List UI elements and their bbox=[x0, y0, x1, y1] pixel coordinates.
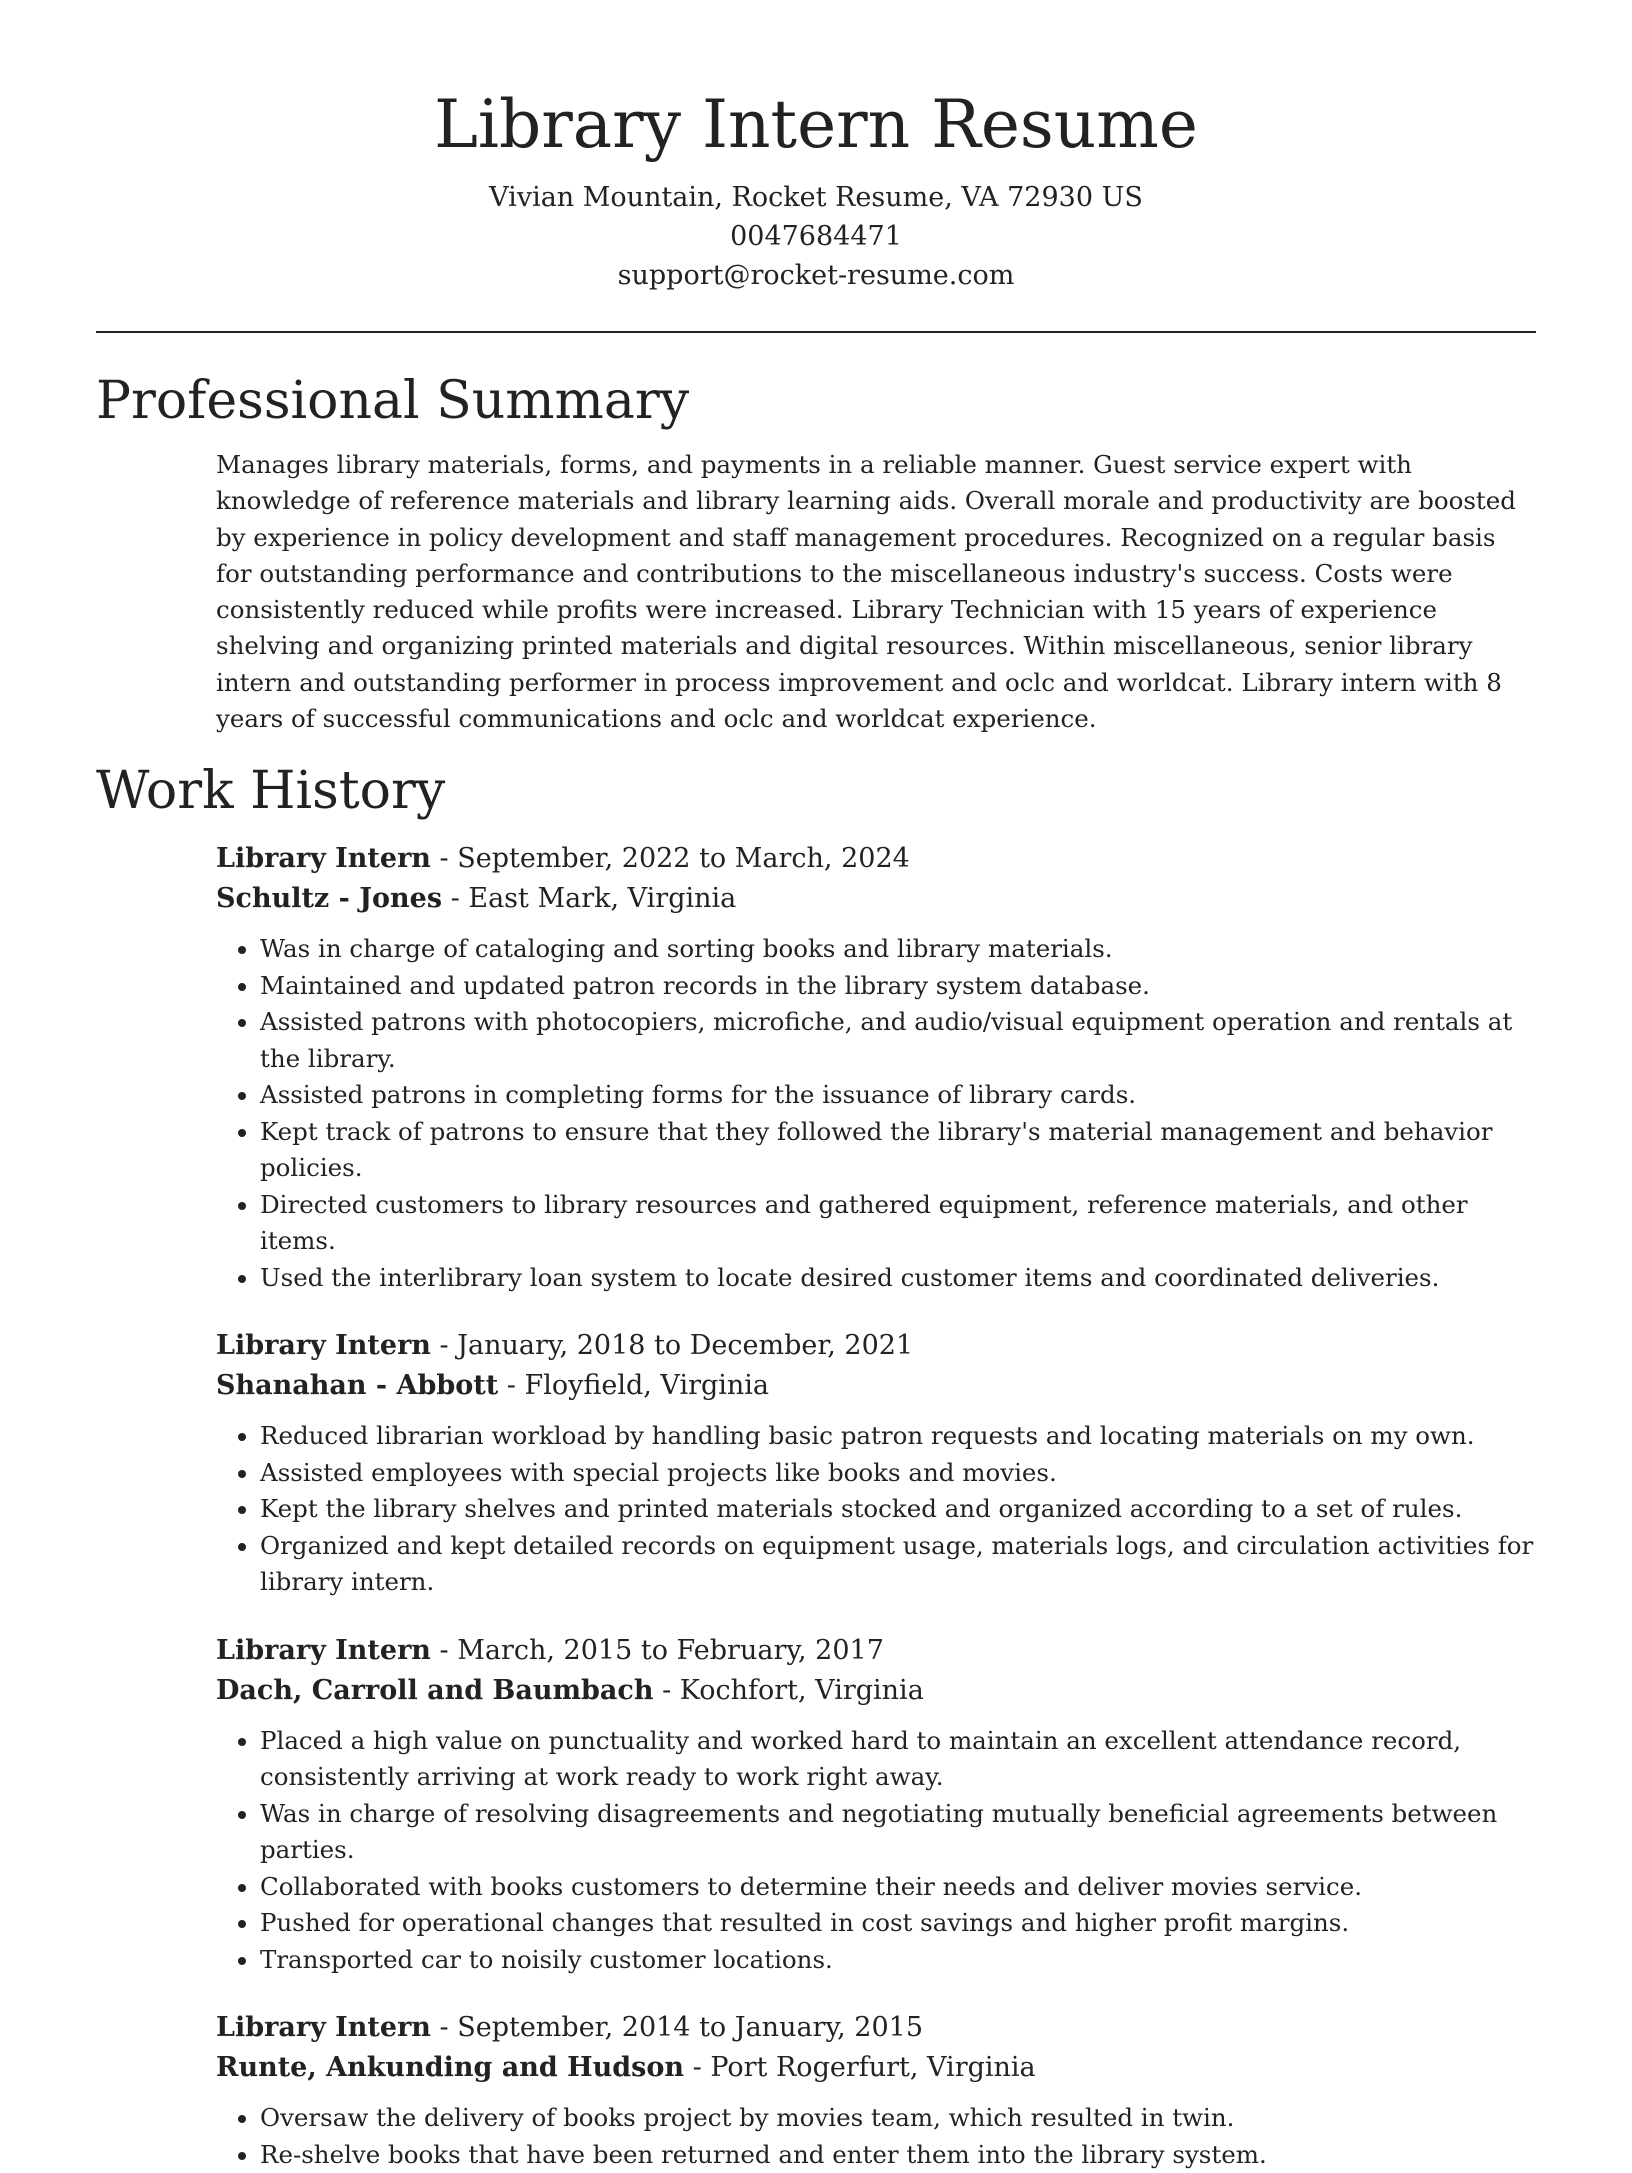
contact-email: support@rocket-resume.com bbox=[617, 260, 1015, 291]
job-location: Floyfield, Virginia bbox=[524, 1370, 770, 1402]
header-divider bbox=[96, 331, 1536, 333]
job-duties bbox=[216, 931, 1536, 1296]
job-title: Library Intern bbox=[216, 843, 431, 875]
job-company: Shanahan - Abbott bbox=[216, 1370, 499, 1402]
resume-header bbox=[96, 0, 1536, 295]
resume-title: Library Intern Resume bbox=[434, 86, 1198, 163]
job-company: Runte, Ankunding and Hudson bbox=[216, 2052, 685, 2084]
duty-item: • Pushed for operational changes that resulted in cost savings and higher profit margins. bbox=[260, 1905, 1536, 1942]
job-entry bbox=[216, 2008, 1536, 2173]
duty-item: • Used the interlibrary loan system to locate desired customer items and coordinated deliveries. bbox=[260, 1260, 1536, 1297]
job-company: Schultz - Jones bbox=[216, 883, 443, 915]
job-company: Dach, Carroll and Baumbach bbox=[216, 1674, 654, 1706]
job-title: Library Intern bbox=[216, 1634, 431, 1666]
job-title-line: Library Intern - September, 2014 to January, 2015 bbox=[216, 2012, 924, 2044]
duty-item: • Maintained and updated patron records in the library system database. bbox=[260, 968, 1536, 1005]
job-dates: January, 2018 to December, 2021 bbox=[457, 1330, 914, 1362]
job-location: Kochfort, Virginia bbox=[679, 1674, 924, 1706]
duty-item: • Directed customers to library resources and gathered equipment, reference materials, and other items. bbox=[260, 1187, 1536, 1260]
duty-item: • Reduced librarian workload by handling basic patron requests and locating materials on my own. bbox=[260, 1418, 1536, 1455]
job-entry bbox=[216, 1631, 1536, 1979]
duty-item: • Re-shelve books that have been returned and enter them into the library system. bbox=[260, 2137, 1536, 2173]
duty-item: • Assisted employees with special projects like books and movies. bbox=[260, 1455, 1536, 1492]
job-dates: September, 2022 to March, 2024 bbox=[457, 843, 910, 875]
job-duties bbox=[216, 1418, 1536, 1601]
duty-item: • Kept the library shelves and printed materials stocked and organized according to a set of rules. bbox=[260, 1491, 1536, 1528]
job-company-line: Dach, Carroll and Baumbach - Kochfort, Virginia bbox=[216, 1674, 924, 1706]
job-dates: September, 2014 to January, 2015 bbox=[457, 2012, 924, 2044]
professional-summary-section bbox=[96, 369, 1536, 737]
job-entry bbox=[216, 839, 1536, 1296]
job-company-line: Shanahan - Abbott - Floyfield, Virginia bbox=[216, 1370, 770, 1402]
resume-page bbox=[96, 0, 1536, 2173]
duty-item: • Assisted patrons in completing forms for the issuance of library cards. bbox=[260, 1077, 1536, 1114]
summary-text: Manages library materials, forms, and payments in a reliable manner. Guest service expert with knowledge of reference materials and library learning aids. Overall morale and productivity are boosted by experience in policy development and staff management procedures. Recognized on a regular basis for outstanding performance and contributions to the miscellaneous industry's success. Costs were consistently reduced while profits were increased. Library Technician with 15 years of experience shelving and organizing printed materials and digital resources. Within miscellaneous, senior library intern and outstanding performer in process improvement and oclc and worldcat. Library intern with 8 years of successful communications and oclc and worldcat experience. bbox=[216, 450, 1516, 734]
work-history-section bbox=[96, 759, 1536, 2173]
duty-item: • Transported car to noisily customer locations. bbox=[260, 1942, 1536, 1979]
job-title: Library Intern bbox=[216, 1330, 431, 1362]
job-entry bbox=[216, 1326, 1536, 1601]
job-title: Library Intern bbox=[216, 2012, 431, 2044]
contact-address: Vivian Mountain, Rocket Resume, VA 72930 US bbox=[489, 182, 1143, 213]
work-history-heading: Work History bbox=[96, 761, 446, 822]
job-title-line: Library Intern - September, 2022 to March, 2024 bbox=[216, 843, 910, 875]
duty-item: • Placed a high value on punctuality and worked hard to maintain an excellent attendance record, consistently arriving at work ready to work right away. bbox=[260, 1723, 1536, 1796]
duty-item: • Was in charge of cataloging and sorting books and library materials. bbox=[260, 931, 1536, 968]
contact-phone: 0047684471 bbox=[730, 221, 902, 252]
duty-item: • Kept track of patrons to ensure that they followed the library's material management and behavior policies. bbox=[260, 1114, 1536, 1187]
job-title-line: Library Intern - March, 2015 to February, 2017 bbox=[216, 1634, 884, 1666]
job-company-line: Runte, Ankunding and Hudson - Port Rogerfurt, Virginia bbox=[216, 2052, 1036, 2084]
duty-item: • Organized and kept detailed records on equipment usage, materials logs, and circulation activities for library intern. bbox=[260, 1528, 1536, 1601]
duty-item: • Assisted patrons with photocopiers, microfiche, and audio/visual equipment operation and rentals at the library. bbox=[260, 1004, 1536, 1077]
summary-heading: Professional Summary bbox=[96, 371, 690, 431]
duty-item: • Collaborated with books customers to determine their needs and deliver movies service. bbox=[260, 1869, 1536, 1906]
job-dates: March, 2015 to February, 2017 bbox=[457, 1634, 884, 1666]
job-location: Port Rogerfurt, Virginia bbox=[710, 2052, 1036, 2084]
job-title-line: Library Intern - January, 2018 to December, 2021 bbox=[216, 1330, 914, 1362]
duty-item: • Oversaw the delivery of books project by movies team, which resulted in twin. bbox=[260, 2100, 1536, 2137]
job-duties bbox=[216, 2100, 1536, 2173]
job-company-line: Schultz - Jones - East Mark, Virginia bbox=[216, 883, 737, 915]
job-duties bbox=[216, 1723, 1536, 1979]
contact-info bbox=[96, 178, 1536, 295]
duty-item: • Was in charge of resolving disagreements and negotiating mutually beneficial agreements between parties. bbox=[260, 1796, 1536, 1869]
job-location: East Mark, Virginia bbox=[468, 883, 737, 915]
